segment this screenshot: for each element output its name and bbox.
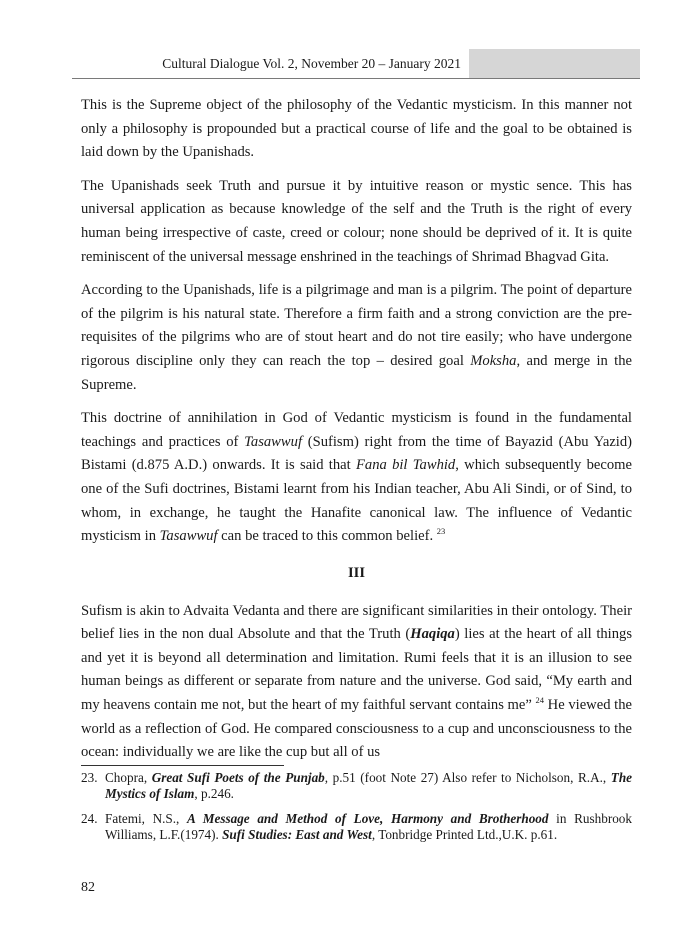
header-shaded-block xyxy=(469,49,640,78)
paragraph-3-text: According to the Upanishads, life is a pilgrimage and man is a pilgrim. The point of departure of the pilgrim is his natural state. Therefore a firm faith and a strong conviction are the pre-requisites of the pilgrims who are of stout heart and do not tire easily; who have undergone rigorous discipline only they can reach the top – desired goal xyxy=(81,282,632,369)
main-text xyxy=(81,94,632,775)
paragraph-5 xyxy=(81,600,632,765)
paragraph-5-text-1: Sufism is akin to Advaita Vedanta and there are significant similarities in their ontology. Their belief lies in the non dual Absolute and that the Truth ( xyxy=(81,602,632,643)
section-heading: III xyxy=(348,564,365,581)
footnote-23 xyxy=(81,770,632,802)
page-number: 82 xyxy=(81,880,95,895)
footnote-23-end: , p.246. xyxy=(194,786,234,801)
paragraph-5-text-2: ) lies at the heart of all things and yet it is beyond all determination and limitation. Rumi feels that it is an illusion to see human beings as different or separate from nature and the universe. God said, “My earth and my heavens contain me not, but the heart of my faithful servant contains me” xyxy=(81,626,632,714)
term-tasawwuf: Tasawwuf xyxy=(244,433,302,450)
footnote-ref-23[interactable]: 23 xyxy=(436,526,446,537)
footnote-24-title: A Message and Method of Love, Harmony and Brotherhood xyxy=(187,811,549,826)
footnote-separator xyxy=(81,765,284,766)
paragraph-4-text-3: , which subsequently become one of the Sufi doctrines, Bistami learnt from his Indian teacher, Abu Ali Sindi, or of Sind, to whom, in exchange, he taught the Hanafite canonical law. The influence of Vedantic mysticism in xyxy=(81,457,632,545)
footnote-24-title-2: Sufi Studies: East and West xyxy=(222,827,372,842)
footnote-23-text: , p.51 (foot Note 27) Also refer to Nicholson, R.A., xyxy=(324,770,611,785)
term-fana-bil-tawhid: Fana bil Tawhid xyxy=(355,457,456,474)
paragraph-4 xyxy=(81,407,632,549)
footnote-24 xyxy=(81,811,632,843)
footnote-24-author: Fatemi, N.S., xyxy=(105,811,188,826)
term-moksha: Moksha xyxy=(470,352,517,369)
footnote-23-author: Chopra, xyxy=(105,770,152,785)
footnote-23-title: Great Sufi Poets of the Punjab xyxy=(151,770,325,785)
paragraph-5-text-3: He viewed the world as a reflection of God. He compared consciousness to a cup and unconsciousness to the ocean: individually we are like the cup but all of us xyxy=(81,697,632,761)
paragraph-2: The Upanishads seek Truth and pursue it by intuitive reason or mystic sence. This has universal application as because knowledge of the self and the Truth is the right of every human being irrespective of caste, creed or colour; none should be deprived of it. It is quite reminiscent of the universal message enshrined in the teachings of Shrimad Bhagvad Gita. xyxy=(81,177,632,265)
running-header xyxy=(72,49,640,79)
paragraph-1: This is the Supreme object of the philosophy of the Vedantic mysticism. In this manner not only a philosophy is propounded but a practical course of life and the goal to be obtained is laid down by the Upanishads. xyxy=(81,97,632,161)
footnote-24-end: , Tonbridge Printed Ltd.,U.K. p.61. xyxy=(371,827,558,842)
footnote-number: 23. xyxy=(81,770,98,785)
paragraph-3 xyxy=(81,279,632,397)
paragraph-4-text-2: (Sufism) right from the time of Bayazid (Abu Yazid) Bistami (d.875 A.D.) onwards. It is said that xyxy=(81,433,633,474)
footnotes xyxy=(81,770,632,852)
header-rule xyxy=(72,78,640,79)
paragraph-3-text-end: , and merge in the Supreme. xyxy=(81,352,632,393)
footnote-24-text: in Rushbrook Williams, L.F.(1974). xyxy=(105,811,632,842)
footnote-23-title-2: The Mystics of Islam xyxy=(105,770,633,801)
term-tasawwuf-2: Tasawwuf xyxy=(159,528,218,545)
paragraph-4-text-4: can be traced to this common belief. xyxy=(217,528,434,545)
footnote-ref-24[interactable]: 24 xyxy=(535,695,545,706)
paragraph-4-text-1: This doctrine of annihilation in God of Vedantic mysticism is found in the fundamental teachings and practices of xyxy=(81,410,632,450)
journal-title: Cultural Dialogue Vol. 2, November 20 – January 2021 xyxy=(162,56,461,71)
footnote-number: 24. xyxy=(81,811,98,826)
term-haqiqa: Haqiqa xyxy=(410,626,455,643)
